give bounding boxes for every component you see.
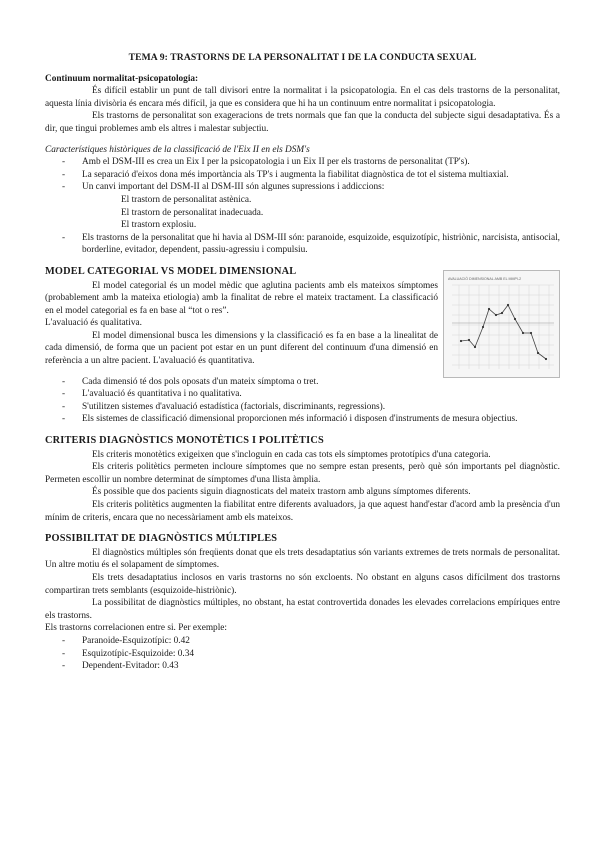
continuum-paragraph-1: És difícil establir un punt de tall divisori entre la normalitat i la psicopatologia. En el cas dels trastorns de la personalitat, aquesta línia divisòria és encara més difícil, ja que es considera que hi ha un continuum entre normalitat i psicopatologia. xyxy=(45,86,560,109)
criteria-paragraph-3: És possible que dos pacients siguin diagnosticats del mateix trastorn amb alguns símptomes diferents. xyxy=(92,487,471,498)
history-subitem: El trastorn explosiu. xyxy=(121,220,197,231)
continuum-paragraph-2: Els trastorns de personalitat son exageracions de trets normals que fan que la conducta del subjecte sigui desadaptativa. És a dir, que tingui problemes amb els altres i malestar subjectiu. xyxy=(45,111,560,134)
model-section xyxy=(45,266,560,426)
model-text-column xyxy=(45,280,438,368)
history-heading: Característiques històriques de la classificació de l'Eix II en els DSM's xyxy=(45,144,310,155)
criteria-paragraph-1: Els criteris monotètics exigeixen que s'incloguin en cada cas tots els símptomes prototípics d'una categoria. xyxy=(92,449,491,460)
history-list xyxy=(45,156,560,194)
document-title: TEMA 9: TRASTORNS DE LA PERSONALITAT I DE LA CONDUCTA SEXUAL xyxy=(128,52,477,63)
criteria-heading: CRITERIS DIAGNÒSTICS MONOTÈTICS I POLITÈTICS xyxy=(45,435,324,447)
model-item: - Cada dimensió té dos pols oposats d'un mateix símptoma o tret. xyxy=(45,376,560,389)
mmpi-chart-graphic xyxy=(444,271,559,377)
continuum-section xyxy=(45,73,560,136)
mmpi-chart-title: AVALUACIÓ DIMENSIONAL AMB EL MMPI-2 xyxy=(448,276,522,281)
model-paragraph-1b: L'avaluació és qualitativa. xyxy=(45,318,142,329)
history-list-continued xyxy=(45,232,560,257)
history-item: - La separació d'eixos dona més importància als TP's i augmenta la fiabilitat diagnòstica de tot el sistema multiaxial. xyxy=(45,169,560,182)
criteria-paragraph-2: Els criteris politètics permeten incloure símptomes que no sempre estan presents, però què són importants pel diagnòstic. Permeten escollir un nombre determinat de símptomes d'una llista àmplia. xyxy=(45,462,560,485)
criteria-section xyxy=(45,435,560,524)
history-subitem: El trastorn de personalitat astènica. xyxy=(121,194,252,205)
multiple-paragraph-1: El diagnòstics múltiples són freqüents donat que els trets desadaptatius són variants extremes de trets normals de personalitat. Un altre motiu és el solapament de símptomes. xyxy=(45,547,560,571)
correlation-item: - Dependent-Evitador: 0.43 xyxy=(45,660,560,673)
model-paragraph-1: El model categorial és un model mèdic que aglutina pacients amb els mateixos símptomes (probablement amb la mateixa etiologia) amb la finalitat de rebre el mateix tractament. La classificació en el model categorial es fa en base al “tot o res”. xyxy=(45,280,438,316)
model-item: - L'avaluació és quantitativa i no qualitativa. xyxy=(45,388,560,401)
multiple-paragraph-2: Els trets desadaptatius inclosos en varis trastorns no són excloents. No obstant en alguns casos difícilment dos trastorns compartiran trets semblants (esquizoide-histriònic). xyxy=(45,572,560,596)
multiple-paragraph-4: Els trastorns correlacionen entre si. Per exemple: xyxy=(45,623,227,634)
model-paragraph-2: El model dimensional busca les dimensions y la classificació es fa en base a la linealitat de cada dimensió, de forma que un pacient pot estar en un punt diferent del continuum d'una dimensió en referència a un altre pacient. L'avaluació és quantitativa. xyxy=(45,330,438,367)
multiple-paragraph-3: La possibilitat de diagnòstics múltiples, no obstant, ha estat controvertida donades les elevades correlacions empíriques entre els trastorns. xyxy=(45,598,560,621)
model-item: - S'utilitzen sistemes d'avaluació estadística (factorials, discriminants, regressions). xyxy=(45,401,560,414)
correlation-list xyxy=(45,635,560,673)
model-item: - Els sistemes de classificació dimensional proporcionen més informació i disposen d'instruments de mesura objectius. xyxy=(45,413,560,426)
model-list xyxy=(45,376,560,426)
criteria-paragraph-4: Els criteris politètics augmenten la fiabilitat entre diferents avaluadors, ja que aquest hand'estar d'acord amb la presència d'un mínim de criteris, encara que no necessàriament amb els mateixos. xyxy=(45,500,560,523)
model-heading: MODEL CATEGORIAL VS MODEL DIMENSIONAL xyxy=(45,265,297,277)
mmpi-chart-grid xyxy=(452,285,554,369)
mmpi-chart-points xyxy=(460,304,547,360)
correlation-item: - Paranoide-Esquizotípic: 0.42 xyxy=(45,635,560,648)
history-item: - Els trastorns de la personalitat que hi havia al DSM-III són: paranoide, esquizoide, esquizotípic, histriònic, narcisista, antisocial, borderline, evitador, dependent, passiu-agressiu i compulsiu. xyxy=(45,232,560,257)
mmpi-chart-image xyxy=(443,270,560,378)
correlation-item: - Esquizotípic-Esquizoide: 0.34 xyxy=(45,648,560,661)
multiple-heading: POSSIBILITAT DE DIAGNÒSTICS MÚLTIPLES xyxy=(45,533,278,545)
multiple-section xyxy=(45,533,560,673)
history-sublist xyxy=(45,194,560,232)
continuum-heading: Continuum normalitat-psicopatologia: xyxy=(45,73,199,84)
history-item: - Amb el DSM-III es crea un Eix I per la psicopatologia i un Eix II per els trastorns de personalitat (TP's). xyxy=(45,156,560,169)
history-item: - Un canvi important del DSM-II al DSM-III són algunes supressions i addiccions: xyxy=(45,181,560,194)
mmpi-chart-profile-line xyxy=(461,305,546,359)
history-subitem: El trastorn de personalitat inadecuada. xyxy=(121,207,264,218)
history-section xyxy=(45,144,560,257)
